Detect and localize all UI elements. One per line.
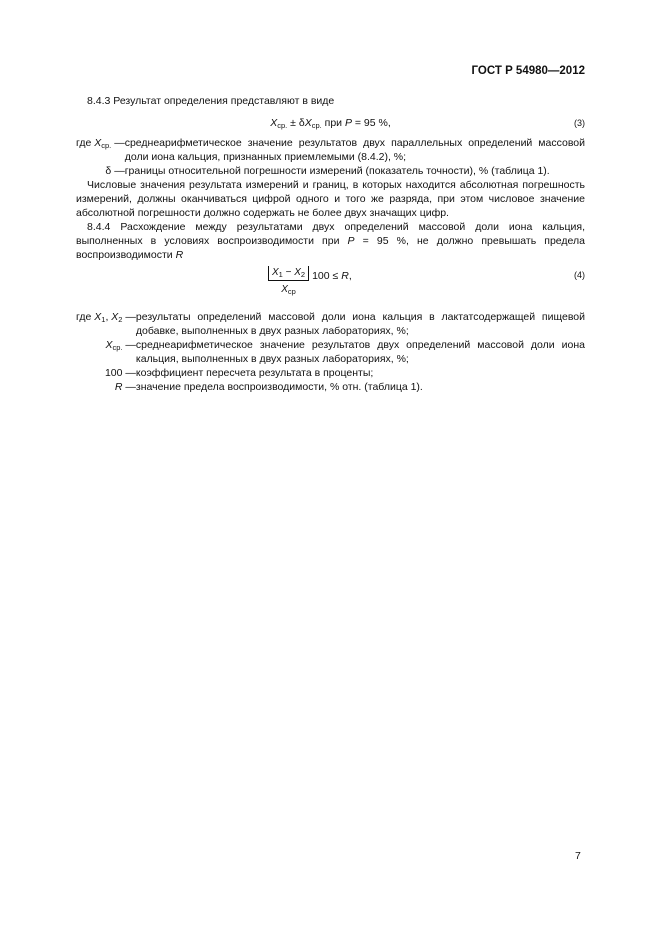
formula-3 [76, 108, 585, 136]
formula-3-p: P [344, 117, 352, 129]
definition-comma: , [105, 311, 112, 323]
formula-3-x: X [270, 117, 278, 129]
formula-4 [76, 264, 585, 310]
formula-4-denominator [268, 281, 309, 299]
formula-3-number: (3) [574, 118, 585, 128]
page-content [76, 94, 585, 394]
formula-4-minus: − [282, 267, 295, 278]
definition-row [76, 310, 585, 338]
definition-term [76, 338, 136, 366]
definition-dash: — [122, 381, 136, 393]
definition-text: границы относительной погрешности измерений (показатель точности), % (таблица 1). [124, 165, 550, 177]
definition-dash: — [111, 137, 125, 149]
section-8-4-4-text-b: = 95 %, не должно превышать предела воспроизводимости [76, 235, 585, 261]
definition-symbol: X [94, 137, 102, 149]
definition-text: среднеарифметическое значение результатов двух параллельных определений массовой доли иона кальция, признанных приемлемыми (8.4.2), %; [124, 137, 585, 163]
definition-dash: — [122, 367, 136, 379]
definition-dash: — [122, 339, 136, 351]
formula-3-definitions [76, 136, 585, 178]
formula-4-den-sub: ср [287, 287, 296, 296]
definition-text: результаты определений массовой доли иона кальция в лактатсодержащей пищевой добавке, выполненных в двух разных лабораториях, %; [135, 311, 585, 337]
definition-term [76, 164, 125, 178]
formula-4-rest [312, 269, 352, 283]
definition-symbol-sub: ср. [101, 141, 112, 150]
section-8-4-4-text-a: 8.4.4 Расхождение между результатами двух определений массовой доли иона кальция, выполненных в условиях воспроизводимости при [76, 221, 585, 247]
definition-symbol: X [111, 311, 119, 323]
formula-3-body [76, 116, 585, 130]
definition-row [76, 380, 585, 394]
section-8-4-4-intro [76, 220, 585, 262]
definition-row [76, 366, 585, 380]
definition-symbol: X [105, 339, 113, 351]
standard-number: ГОСТ Р 54980—2012 [471, 65, 585, 77]
formula-3-eq: = 95 %, [351, 117, 391, 129]
formula-4-den-x: X [281, 284, 288, 295]
section-8-4-3-intro: 8.4.3 Результат определения представляют в виде [87, 95, 335, 107]
formula-4-r: R [341, 269, 349, 282]
definition-symbol-sub: ср. [112, 343, 123, 352]
significant-digits-paragraph: Числовые значения результата измерений и границ, в которых находится абсолютная погрешность измерений, должны оканчиваться цифрой одного и того же разряда, при этом числовое значение абсолютной погрешности должно содержать не более двух значащих цифр. [76, 179, 585, 219]
definition-symbol: X [94, 311, 102, 323]
definition-symbol: R [114, 381, 123, 393]
formula-4-x1-sub: 1 [278, 270, 283, 279]
definition-dash: — [122, 311, 136, 323]
definition-term [76, 380, 136, 394]
definition-text: коэффициент пересчета результата в проценты; [135, 367, 374, 379]
definition-row [76, 164, 585, 178]
section-8-4-4-p: P [347, 235, 355, 247]
formula-4-numerator [268, 266, 309, 281]
formula-4-rest-text: 100 ≤ [312, 269, 342, 282]
definition-text: значение предела воспроизводимости, % отн. (таблица 1). [135, 381, 423, 393]
definition-term [76, 366, 136, 380]
formula-4-fraction [268, 266, 309, 299]
definition-row [76, 338, 585, 366]
formula-4-definitions [76, 310, 585, 394]
definition-term [76, 136, 125, 164]
definition-symbol-sub: 2 [118, 315, 123, 324]
definition-symbol-sub: 1 [101, 315, 106, 324]
definition-symbol: 100 [104, 367, 123, 379]
formula-3-x-sub: ср. [277, 121, 288, 130]
formula-4-number: (4) [574, 270, 585, 280]
formula-3-pm: ± δ [287, 117, 305, 129]
formula-3-tail: при [321, 117, 345, 129]
formula-3-x2: X [304, 117, 312, 129]
page-number: 7 [575, 850, 581, 862]
definition-symbol: δ [105, 165, 112, 177]
formula-4-body [268, 266, 352, 299]
formula-4-end: , [348, 269, 352, 282]
formula-3-x2-sub: ср. [311, 121, 322, 130]
formula-4-x2-sub: 2 [300, 270, 306, 279]
definition-lead: где [76, 311, 95, 323]
definition-text: среднеарифметическое значение результатов двух определений массовой доли иона кальция, выполненных в двух разных лабораториях, %; [135, 339, 585, 365]
section-8-4-4-r: R [175, 249, 184, 261]
definition-lead: где [76, 137, 95, 149]
definition-row [76, 136, 585, 164]
formula-4-x1: X [272, 267, 279, 278]
formula-4-x2: X [294, 267, 301, 278]
definition-dash: — [111, 165, 125, 177]
definition-term [76, 310, 136, 338]
